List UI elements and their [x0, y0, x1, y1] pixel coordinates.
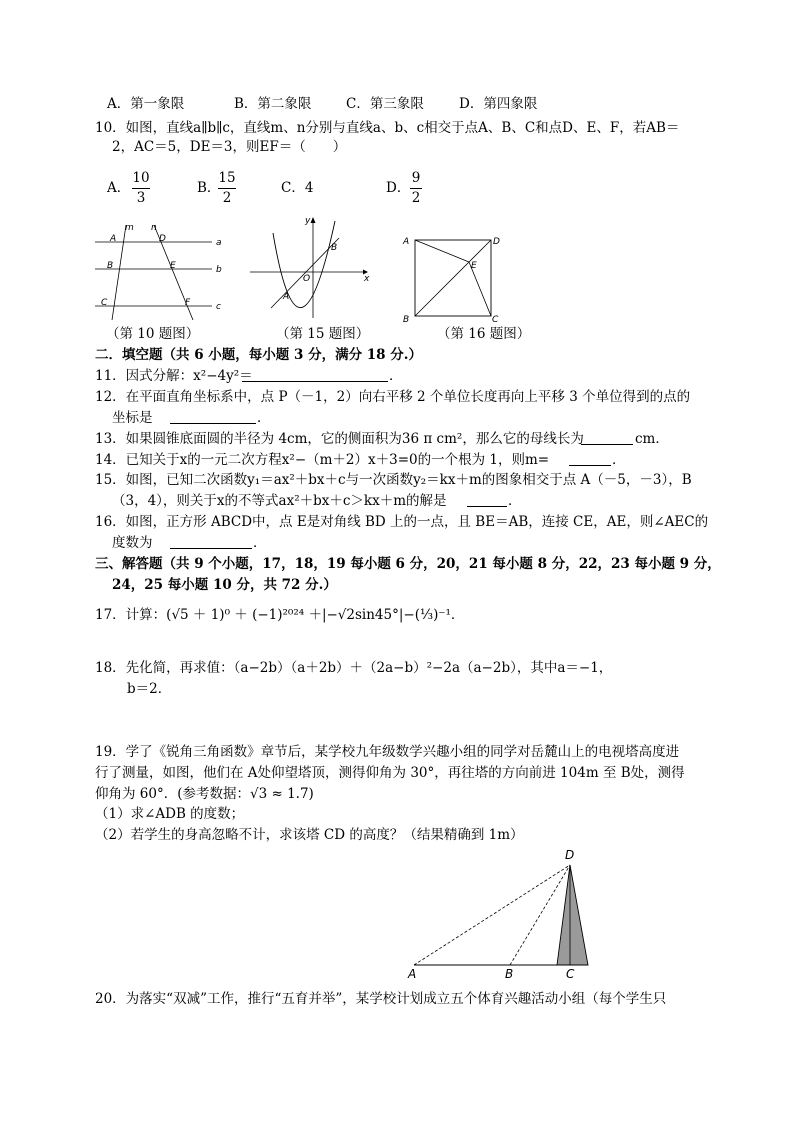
- q16-answer-blank[interactable]: [170, 534, 252, 549]
- figure-16-caption: （第 16 题图）: [437, 326, 531, 342]
- q16-period: ．: [253, 535, 267, 551]
- q16-line1: 16．如图，正方形 ABCD中，点 E是对角线 BD 上的一点，且 BE＝AB，连接 CE，AE，则∠AEC的: [95, 514, 709, 530]
- frac-numerator: 15: [218, 170, 236, 186]
- section-3-title-line2: 24，25 每小题 10 分，共 72 分.）: [112, 577, 337, 593]
- q15-line2: （3，4），则关于x的不等式ax²＋bx＋c＞kx＋m的解是: [112, 493, 447, 509]
- svg-text:y: y: [305, 216, 311, 226]
- q10-option-a-label: A．: [107, 180, 131, 196]
- svg-text:B: B: [107, 261, 114, 271]
- q20-text: 20．为落实“双减”工作，推行“五育并举”，某学校计划成立五个体育兴趣活动小组（每个学生只: [95, 991, 667, 1007]
- q15-answer-blank[interactable]: [467, 492, 507, 507]
- svg-text:C: C: [492, 315, 499, 325]
- q14-text: 14．已知关于x的一元二次方程x²−（m＋2）x＋3=0的一个根为 1，则m=: [95, 452, 550, 468]
- figure-19-tower: [400, 845, 600, 980]
- q12-answer-blank[interactable]: [170, 409, 256, 424]
- figure-10-caption: （第 10 题图）: [106, 326, 200, 342]
- q17-text: 17．计算：(√5 ＋ 1)⁰ ＋ (−1)²⁰²⁴ ＋|−√2sin45°|−(⅓)⁻¹．: [95, 607, 465, 623]
- q13-unit: cm．: [635, 431, 669, 447]
- q12-period: ．: [257, 410, 271, 426]
- figure-15-caption: （第 15 题图）: [276, 326, 370, 342]
- q10-option-a-fraction: [132, 170, 150, 207]
- q11-text: 11．因式分解：x²−4y²＝: [95, 368, 253, 384]
- svg-text:b: b: [216, 265, 222, 275]
- svg-text:D: D: [565, 848, 575, 862]
- frac-numerator: 10: [132, 170, 150, 186]
- frac-denominator: 3: [136, 190, 146, 206]
- q18-line1: 18．先化简，再求值：（a−2b）（a＋2b）＋（2a−b）²−2a（a−2b），其中a＝−1，: [95, 660, 613, 676]
- q10-line2: 2，AC＝5，DE＝3，则EF＝（ ）: [112, 139, 347, 155]
- q15-period: ．: [508, 493, 522, 509]
- svg-text:x: x: [364, 274, 370, 284]
- frac-numerator: 9: [411, 170, 421, 186]
- frac-denominator: 2: [222, 190, 232, 206]
- svg-text:m: m: [125, 223, 134, 233]
- svg-text:A: A: [403, 237, 410, 247]
- q10-option-b-label: B．: [197, 180, 221, 196]
- svg-text:A: A: [408, 967, 417, 980]
- svg-text:D: D: [493, 237, 500, 247]
- svg-text:B: B: [403, 315, 410, 325]
- q10-option-d-fraction: [410, 170, 422, 207]
- svg-text:E: E: [471, 261, 477, 271]
- figure-10-parallel-lines: [92, 220, 227, 320]
- svg-text:F: F: [185, 298, 191, 308]
- q10-option-b-fraction: [218, 170, 236, 207]
- svg-text:E: E: [170, 261, 176, 271]
- svg-text:C: C: [101, 298, 108, 308]
- q11-answer-blank[interactable]: [242, 367, 388, 382]
- q15-line1: 15．如图，已知二次函数y₁＝ax²＋bx＋c与一次函数y₂＝kx＋m的图象相交于点 A（－5，－3），B: [95, 472, 692, 488]
- q19-line3: 仰角为 60°．(参考数据：√3 ≈ 1.7): [95, 786, 314, 802]
- q16-line2: 度数为: [112, 535, 153, 551]
- svg-text:A: A: [110, 234, 117, 244]
- q12-line2: 坐标是: [112, 410, 153, 426]
- q9-option-a: A．第一象限: [107, 96, 185, 112]
- svg-text:D: D: [159, 234, 166, 244]
- svg-text:C: C: [566, 967, 575, 980]
- svg-text:A: A: [283, 292, 290, 302]
- figure-15-function-graphs: [247, 213, 372, 323]
- svg-text:n: n: [151, 223, 157, 233]
- q19-sub2: （2）若学生的身高忽略不计，求该塔 CD 的高度？（结果精确到 1m）: [95, 827, 524, 843]
- svg-text:O: O: [303, 274, 311, 284]
- q12-line1: 12．在平面直角坐标系中，点 P（－1，2）向右平移 2 个单位长度再向上平移 3 个单位得到的点的: [95, 389, 691, 405]
- q18-line2: b＝2．: [127, 681, 172, 697]
- q9-option-d: D．第四象限: [459, 96, 538, 112]
- q10-line1: 10．如图，直线a∥b∥c，直线m、n分别与直线a、b、c相交于点A、B、C和点D、E、F，若AB＝: [95, 120, 680, 136]
- frac-denominator: 2: [411, 190, 421, 206]
- q14-answer-blank[interactable]: [569, 451, 611, 466]
- svg-text:B: B: [505, 967, 514, 980]
- q13-text: 13．如果圆锥底面圆的半径为 4cm，它的侧面积为36 π cm²，那么它的母线长为: [95, 431, 584, 447]
- q10-option-c: C．4: [281, 180, 314, 196]
- q19-sub1: （1）求∠ADB 的度数；: [95, 806, 245, 822]
- q19-line1: 19．学了《锐角三角函数》章节后，某学校九年级数学兴趣小组的同学对岳麓山上的电视塔高度进: [95, 744, 680, 760]
- section-2-title: 二．填空题（共 6 小题，每小题 3 分，满分 18 分.）: [95, 347, 422, 363]
- q11-period: ．: [389, 368, 403, 384]
- svg-text:a: a: [216, 238, 222, 248]
- q19-line2: 行了测量，如图，他们在 A处仰望塔顶，测得仰角为 30°，再往塔的方向前进 104m 至 B处，测得: [95, 765, 685, 781]
- q9-option-c: C．第三象限: [346, 96, 424, 112]
- figure-16-square: [400, 230, 508, 325]
- section-3-title-line1: 三、解答题（共 9 个小题，17，18，19 每小题 6 分，20，21 每小题 8 分，22，23 每小题 9 分，: [95, 556, 721, 572]
- svg-text:c: c: [216, 302, 221, 312]
- q14-period: ．: [612, 452, 626, 468]
- svg-text:B: B: [331, 243, 338, 253]
- q9-option-b: B．第二象限: [234, 96, 312, 112]
- q13-answer-blank[interactable]: [581, 430, 633, 445]
- q10-option-d-label: D．: [386, 180, 411, 196]
